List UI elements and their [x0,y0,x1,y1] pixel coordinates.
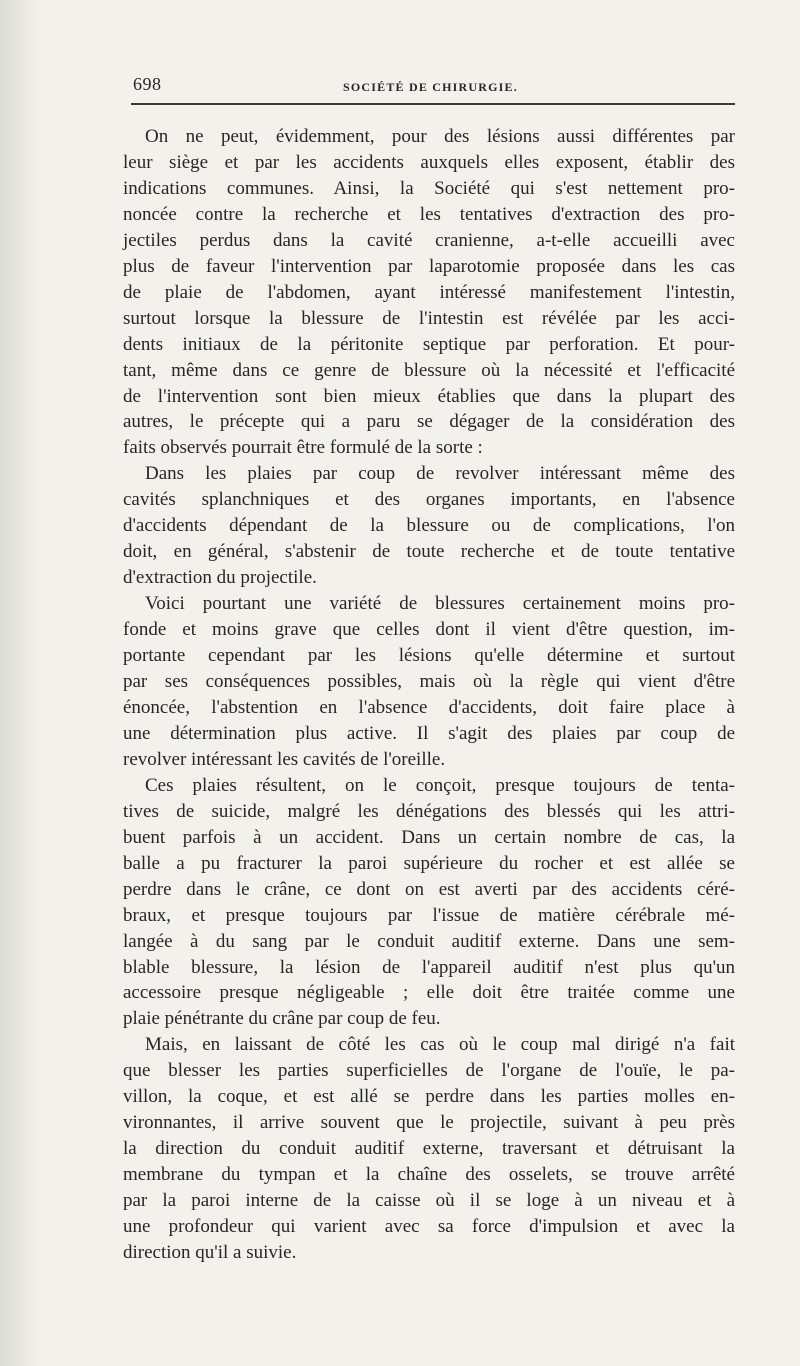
text-line: faits observés pourrait être formulé de la sorte : [123,437,483,459]
text-line: direction qu'il a suivie. [123,1241,297,1263]
header-rule [131,103,735,105]
text-line: fonde et moins grave que celles dont il vient d'être question, im- [123,619,735,641]
text-line: doit, en général, s'abstenir de toute recherche et de toute tentative [123,541,735,563]
text-line: portante cependant par les lésions qu'elle détermine et surtout [123,645,735,667]
running-title: SOCIÉTÉ DE CHIRURGIE. [343,80,518,94]
paragraph [123,461,735,591]
text-line: tives de suicide, malgré les dénégations des blessés qui les attri- [123,800,735,822]
text-line: plus de faveur l'intervention par laparotomie proposée dans les cas [123,255,735,277]
text-line: plaie pénétrante du crâne par coup de feu. [123,1008,441,1030]
text-line: Ces plaies résultent, on le conçoit, presque toujours de tenta- [145,774,735,796]
text-line: accessoire presque négligeable ; elle doit être traitée comme une [123,982,735,1004]
text-line: surtout lorsque la blessure de l'intestin est révélée par les acci- [123,307,735,329]
text-line: dents initiaux de la péritonite septique par perforation. Et pour- [123,333,735,355]
text-line: autres, le précepte qui a paru se dégager de la considération des [123,411,735,433]
text-line: d'extraction du projectile. [123,567,317,589]
text-line: On ne peut, évidemment, pour des lésions aussi différentes par [145,126,735,147]
text-line: la direction du conduit auditif externe, traversant et détruisant la [123,1138,735,1160]
text-line: langée à du sang par le conduit auditif externe. Dans une sem- [123,930,735,952]
text-line: Mais, en laissant de côté les cas où le coup mal dirigé n'a fait [145,1034,735,1056]
paragraph [123,124,735,461]
text-line: blable blessure, la lésion de l'appareil auditif n'est plus qu'un [123,956,735,978]
text-line: de l'intervention sont bien mieux établies que dans la plupart des [123,385,735,407]
text-line: Dans les plaies par coup de revolver intéressant même des [145,463,735,485]
text-line: perdre dans le crâne, ce dont on est averti par des accidents céré- [123,878,735,900]
text-line: vironnantes, il arrive souvent que le projectile, suivant à peu près [123,1112,735,1134]
page-number: 698 [133,74,162,94]
text-line: que blesser les parties superficielles de l'organe de l'ouïe, le pa- [123,1060,735,1082]
text-line: une détermination plus active. Il s'agit des plaies par coup de [123,722,735,744]
text-line: villon, la coque, et est allé se perdre dans les parties molles en- [123,1086,735,1108]
text-line: par la paroi interne de la caisse où il se loge à un niveau et à [123,1190,735,1212]
page-header [131,72,735,106]
text-line: leur siège et par les accidents auxquels elles exposent, établir des [123,151,735,173]
text-line: par ses conséquences possibles, mais où la règle qui vient d'être [123,671,735,693]
paragraph [123,591,735,773]
text-line: d'accidents dépendant de la blessure ou de complications, l'on [123,515,735,537]
text-line: Voici pourtant une variété de blessures certainement moins pro- [145,593,735,615]
page-edge-shadow [0,0,40,1366]
text-line: membrane du tympan et la chaîne des osselets, se trouve arrêté [123,1164,735,1186]
text-line: tant, même dans ce genre de blessure où la nécessité et l'efficacité [123,359,735,381]
body-text [123,124,735,1266]
text-line: jectiles perdus dans la cavité cranienne, a-t-elle accueilli avec [123,229,735,251]
text-line: cavités splanchniques et des organes importants, en l'absence [123,489,735,511]
text-line: buent parfois à un accident. Dans un certain nombre de cas, la [123,826,735,848]
text-line: indications communes. Ainsi, la Société qui s'est nettement pro- [123,177,735,199]
text-line: une profondeur qui varient avec sa force d'impulsion et avec la [123,1216,735,1238]
text-line: balle a pu fracturer la paroi supérieure du rocher et est allée se [123,852,735,874]
text-line: noncée contre la recherche et les tentatives d'extraction des pro- [123,203,735,225]
paragraph [123,1032,735,1266]
text-line: énoncée, l'abstention en l'absence d'accidents, doit faire place à [123,696,735,718]
text-line: revolver intéressant les cavités de l'oreille. [123,748,446,770]
text-line: braux, et presque toujours par l'issue de matière cérébrale mé- [123,904,735,926]
text-line: de plaie de l'abdomen, ayant intéressé manifestement l'intestin, [123,281,735,303]
paragraph [123,773,735,1033]
